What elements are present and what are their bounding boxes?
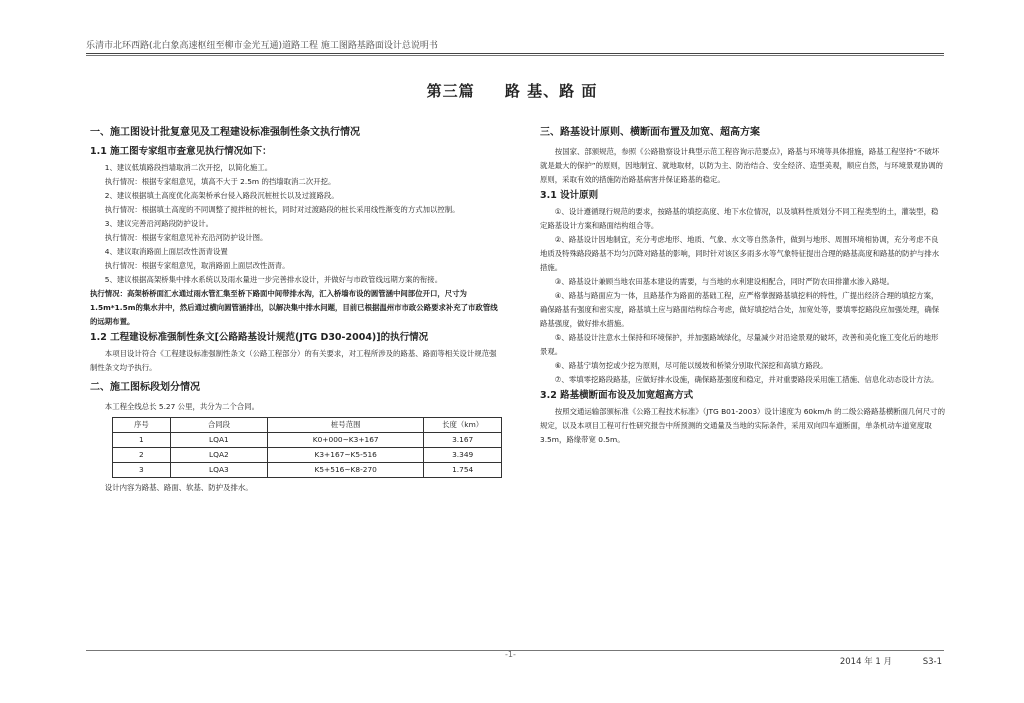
table-cell: LQA1 (170, 433, 267, 448)
exec-5: 执行情况：高架桥桥面汇水通过雨水管汇集至桥下路面中间带排水沟，汇入桥墙布设的圆管涵中间部位开口，尺寸为1.5m*1.5m的集水井中，然后通过横向圆管涵排出，以解决集中排水问题，目前已根据温州市市政公路要求补充了市政管线的远期布置。 (90, 289, 498, 326)
section-1-title: 一、施工图设计批复意见及工程建设标准强制性条文执行情况 (90, 127, 360, 138)
section-2-text: 本工程全线总长 5.27 公里，共分为二个合同。 (104, 402, 259, 411)
table-row (113, 463, 502, 478)
section-2-after: 设计内容为路基、路面、软基、防护及排水。 (104, 483, 253, 492)
table-cell: 3.167 (424, 433, 502, 448)
principle-3: ③、路基设计兼顾当地农田基本建设的需要，与当地的水利建设相配合，同时严防农田排灌水渗入路堤。 (554, 277, 895, 286)
section-3-2-title: 3.2 路基横断面布设及加宽超高方式 (540, 390, 694, 401)
principle-2: ②、路基设计因地制宜，充分考虑地形、地质、气象、水文等自然条件，做到与地形、周围环境相协调，充分考虑不良地质及特殊路段路基不均匀沉降对路基的影响，同时针对该区多雨多水等气象特征提出合理的路基高度和路基的防护与排水措施。 (540, 235, 940, 272)
footer-date: 2014 年 1 月 (839, 657, 893, 667)
table-cell: 3.349 (424, 448, 502, 463)
section-3-1-title: 3.1 设计原则 (540, 190, 599, 201)
item-4: 4、建议取消路面上面层改性沥青设置 (104, 247, 228, 256)
table-header: 序号 (113, 418, 171, 433)
table-header-row (113, 418, 502, 433)
table-row (113, 448, 502, 463)
section-3-intro: 按国家、部颁规范，参照《公路勘察设计典型示范工程咨询示范要点》，路基与环境等具体措施，路基工程坚持“不破坏就是最大的保护”的原则，因地制宜、就地取材，以防为主、防治结合、安全经济、造型美观，顺应自然，与环境景观协调的原则，采取有效的措施防治路基病害并保证路基的稳定。 (540, 147, 943, 184)
section-3-2-text: 按照交通运输部颁标准《公路工程技术标准》（JTG B01-2003）设计速度为 60km/h 的二级公路路基横断面几何尺寸的规定，以及本项目工程可行性研究报告中所预测的交通量及当地的实际条件，采用双向四车道断面，单条机动车道宽度取 3.5m，路缘带宽 0.5m。 (540, 407, 945, 444)
principle-6: ⑥、路基宁填勿挖或少挖为原则，尽可能以缓坡和桥梁分别取代深挖和高填方路段。 (554, 361, 828, 370)
table-cell: 1 (113, 433, 171, 448)
exec-2: 执行情况：根据填土高度的不同调整了搅拌桩的桩长，同时对过渡路段的桩长采用线性渐变的方式加以控制。 (104, 205, 460, 214)
principle-7: ⑦、零填零挖路段路基，应做好排水设施，确保路基强度和稳定，并对重要路段采用施工措施、信息化动态设计方法。 (554, 375, 939, 384)
section-1-1-title: 1.1 施工图专家组市查意见执行情况如下： (90, 146, 272, 157)
exec-4: 执行情况：根据专家组意见，取消路面上面层改性沥青。 (104, 261, 290, 270)
table-cell: 1.754 (424, 463, 502, 478)
item-5: 5、建议根据高架桥集中排水系统以及雨水量进一步完善排水设计，并做好与市政管线远期方案的衔接。 (104, 275, 443, 284)
item-3: 3、建议完善沿河路段防护设计。 (104, 219, 213, 228)
left-column (90, 120, 502, 495)
footer-info (812, 655, 942, 667)
part-name: 路 基、路 面 (504, 82, 598, 100)
section-1-2-text: 本项目设计符合《工程建设标准强制性条文（公路工程部分）的有关要求，对工程所涉及的路基、路面等相关设计规范强制性条文均予执行。 (90, 349, 497, 372)
table-cell: K3+167~K5-516 (268, 448, 424, 463)
table-row (113, 433, 502, 448)
table-cell: 3 (113, 463, 171, 478)
section-2-title: 二、施工图标段划分情况 (90, 382, 200, 393)
footer-page: S3-1 (922, 657, 942, 667)
table-header: 桩号范围 (268, 418, 424, 433)
item-2: 2、建议根据填土高度优化高架桥承台侵入路段沉桩桩长以及过渡路段。 (104, 191, 339, 200)
section-3-title: 三、路基设计原则、横断面布置及加宽、超高方案 (540, 127, 760, 138)
table-cell: LQA2 (170, 448, 267, 463)
part-number: 第三篇 (426, 82, 475, 100)
item-1: 1、建议低填路段挡墙取消二次开挖，以简化施工。 (104, 163, 273, 172)
table-header: 合同段 (170, 418, 267, 433)
table-cell: K5+516~K8-270 (268, 463, 424, 478)
principle-5: ⑤、路基设计注意水土保持和环境保护，并加强路域绿化，尽量减少对沿途景观的破坏，改善和美化施工变化后的地形景观。 (540, 333, 939, 356)
page-title (0, 80, 1024, 101)
principle-4: ④、路基与路面应为一体，且路基作为路面的基础工程，应严格掌握路基填挖料的特性，广提出经济合理的填挖方案，确保路基有强度和密实度，路基填土应与路面结构综合考虑，做好填挖结合处，加宽处等，要填零挖路段应加强处理，确保路基强度，做好排水措施。 (540, 291, 940, 328)
principle-1: ①、设计遵循现行规范的要求，按路基的填挖高度、地下水位情况，以及填料性质划分不同工程类型的土，灌装型，稳定路基设计方案和路面结构组合等。 (540, 207, 939, 230)
table-cell: 2 (113, 448, 171, 463)
contract-table (112, 417, 502, 478)
table-header: 长度（km） (424, 418, 502, 433)
document-header: 乐清市北环西路(北白象高速枢纽至柳市金光互通)道路工程 施工图路基路面设计总说明书 (86, 40, 944, 54)
page-mark: -1- (505, 650, 516, 659)
right-column (540, 120, 945, 447)
header-rule (86, 55, 944, 56)
section-1-2-title: 1.2 工程建设标准强制性条文[公路路基设计规范(JTG D30-2004)]的执行情况 (90, 332, 429, 343)
exec-1: 执行情况：根据专家组意见，填高不大于 2.5m 的挡墙取消二次开挖。 (104, 177, 336, 186)
table-cell: K0+000~K3+167 (268, 433, 424, 448)
table-cell: LQA3 (170, 463, 267, 478)
exec-3: 执行情况：根据专家组意见补充沿河防护设计图。 (104, 233, 268, 242)
